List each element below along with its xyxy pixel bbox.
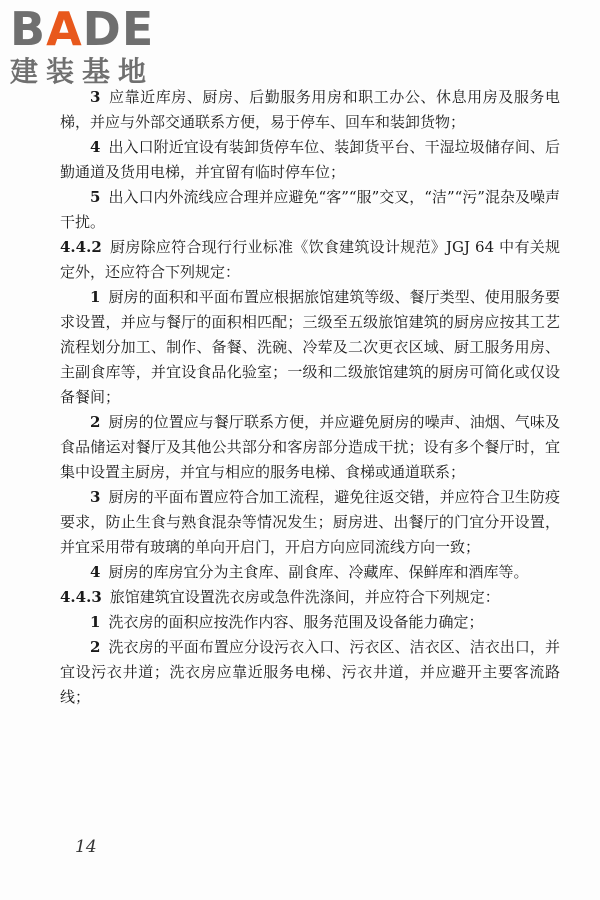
clause-heading: 4.4.3 旅馆建筑宜设置洗衣房或急件洗涤间，并应符合下列规定： (60, 588, 500, 606)
paragraph: 1 洗衣房的面积应按洗作内容、服务范围及设备能力确定； (90, 613, 484, 631)
paragraph: 4 出入口附近宜设有装卸货停车位、装卸货平台、干湿垃圾储存间、后勤通道及货用电梯，并宜留有临时停车位； (60, 138, 560, 181)
site-logo (8, 4, 178, 90)
logo-subtitle: 建装基地 (10, 55, 155, 88)
paragraph: 5 出入口内外流线应合理并应避免“客”“服”交叉，“洁”“污”混杂及噪声干扰。 (60, 188, 560, 231)
paragraph: 3 厨房的平面布置应符合加工流程，避免往返交错，并应符合卫生防疫要求，防止生食与熟食混杂等情况发生；厨房进、出餐厅的门宜分开设置，并宜采用带有玻璃的单向开启门，开启方向应同流线方向一致； (60, 488, 560, 556)
clause-heading: 4.4.2 厨房除应符合现行行业标准《饮食建筑设计规范》JGJ 64 中有关规定外，还应符合下列规定： (60, 238, 560, 281)
page-number: 14 (75, 837, 97, 857)
paragraph: 3 应靠近库房、厨房、后勤服务用房和职工办公、休息用房及服务电梯，并应与外部交通联系方便，易于停车、回车和装卸货物； (60, 88, 560, 131)
paragraph: 2 厨房的位置应与餐厅联系方便，并应避免厨房的噪声、油烟、气味及食品储运对餐厅及其他公共部分和客房部分造成干扰；设有多个餐厅时，宜集中设置主厨房，并宜与相应的服务电梯、食梯或通道联系； (60, 413, 560, 481)
paragraph: 4 厨房的库房宜分为主食库、副食库、冷藏库、保鲜库和酒库等。 (90, 563, 529, 581)
paragraph: 2 洗衣房的平面布置应分设污衣入口、污衣区、洁衣区、洁衣出口，并宜设污衣井道；洗衣房应靠近服务电梯、污衣井道，并应避开主要客流路线； (60, 638, 560, 706)
logo-wordmark: BADE (10, 2, 155, 56)
document-body (60, 85, 560, 710)
paragraph: 1 厨房的面积和平面布置应根据旅馆建筑等级、餐厅类型、使用服务要求设置，并应与餐厅的面积相匹配；三级至五级旅馆建筑的厨房应按其工艺流程划分加工、制作、备餐、洗碗、冷荤及二次更衣区域、厨工服务用房、主副食库等，并宜设食品化验室；一级和二级旅馆建筑的厨房可简化或仅设备餐间； (60, 288, 560, 406)
